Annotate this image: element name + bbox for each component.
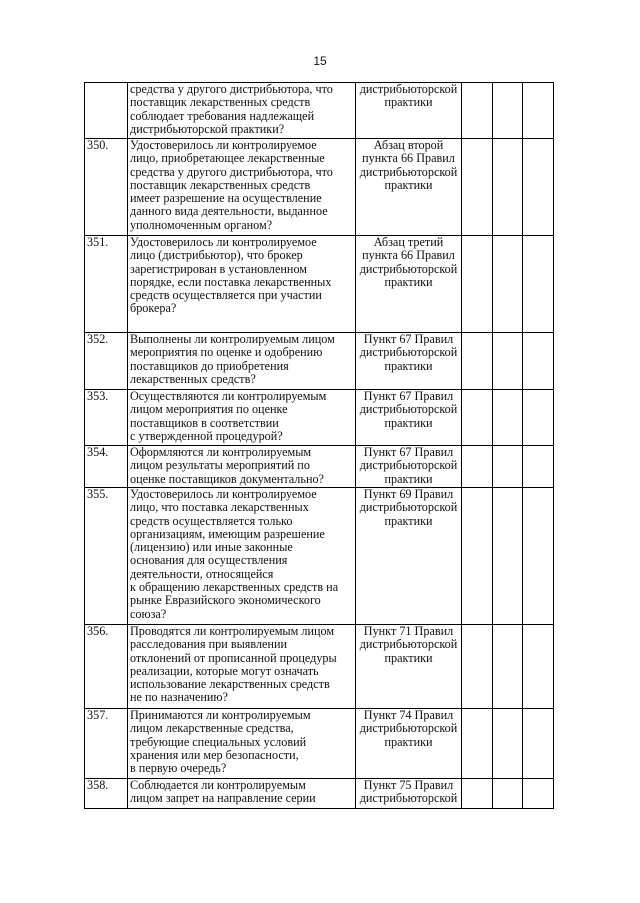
- answer-cell-2: [493, 709, 523, 779]
- reference-text: Пункт 69 Правил дистрибьюторской практики: [356, 488, 462, 625]
- item-number: 353.: [85, 390, 128, 446]
- answer-cell-3: [523, 236, 554, 333]
- answer-cell-2: [493, 625, 523, 709]
- question-text: средства у другого дистрибьютора, что поставщик лекарственных средств соблюдает требования надлежащей дистрибьюторской практики?: [128, 83, 356, 139]
- answer-cell-2: [493, 390, 523, 446]
- answer-cell-1: [462, 333, 493, 390]
- question-text: Удостоверилось ли контролируемое лицо, что поставка лекарственных средств осуществляется только организациям, имеющим разрешение (лицензию) или иные законные основания для осуществления деятельности, относящейся к обращению лекарственных средств на рынке Евразийского экономического союза?: [128, 488, 356, 625]
- page-number: 15: [313, 54, 327, 68]
- table-row: [85, 446, 554, 488]
- answer-cell-2: [493, 139, 523, 236]
- question-text: Удостоверилось ли контролируемое лицо (дистрибьютор), что брокер зарегистрирован в установленном порядке, если поставка лекарственных средств осуществляется при участии брокера?: [128, 236, 356, 333]
- reference-text: Абзац третий пункта 66 Правил дистрибьюторской практики: [356, 236, 462, 333]
- answer-cell-1: [462, 139, 493, 236]
- answer-cell-3: [523, 139, 554, 236]
- reference-text: Пункт 67 Правил дистрибьюторской практики: [356, 390, 462, 446]
- question-text: Выполнены ли контролируемым лицом мероприятия по оценке и одобрению поставщиков до приобретения лекарственных средств?: [128, 333, 356, 390]
- answer-cell-3: [523, 779, 554, 809]
- table-row: [85, 139, 554, 236]
- answer-cell-1: [462, 236, 493, 333]
- item-number: 358.: [85, 779, 128, 809]
- answer-cell-3: [523, 625, 554, 709]
- answer-cell-1: [462, 625, 493, 709]
- answer-cell-2: [493, 83, 523, 139]
- checklist-body: [85, 83, 554, 809]
- item-number: 355.: [85, 488, 128, 625]
- question-text: Осуществляются ли контролируемым лицом мероприятия по оценке поставщиков в соответствии с утвержденной процедурой?: [128, 390, 356, 446]
- answer-cell-1: [462, 446, 493, 488]
- answer-cell-2: [493, 488, 523, 625]
- answer-cell-1: [462, 83, 493, 139]
- reference-text: Пункт 67 Правил дистрибьюторской практики: [356, 446, 462, 488]
- checklist-table: [84, 82, 554, 809]
- answer-cell-2: [493, 333, 523, 390]
- question-text: Оформляются ли контролируемым лицом результаты мероприятий по оценке поставщиков документально?: [128, 446, 356, 488]
- table-row: [85, 390, 554, 446]
- answer-cell-3: [523, 709, 554, 779]
- item-number: [85, 83, 128, 139]
- answer-cell-1: [462, 390, 493, 446]
- reference-text: Пункт 74 Правил дистрибьюторской практики: [356, 709, 462, 779]
- table-row: [85, 625, 554, 709]
- answer-cell-3: [523, 333, 554, 390]
- item-number: 357.: [85, 709, 128, 779]
- table-row: [85, 333, 554, 390]
- table-row: [85, 236, 554, 333]
- reference-text: Абзац второй пункта 66 Правил дистрибьюторской практики: [356, 139, 462, 236]
- item-number: 351.: [85, 236, 128, 333]
- item-number: 352.: [85, 333, 128, 390]
- answer-cell-3: [523, 83, 554, 139]
- reference-text: Пункт 71 Правил дистрибьюторской практики: [356, 625, 462, 709]
- question-text: Соблюдается ли контролируемым лицом запрет на направление серии: [128, 779, 356, 809]
- table-row: [85, 709, 554, 779]
- answer-cell-1: [462, 709, 493, 779]
- table-row: [85, 83, 554, 139]
- answer-cell-3: [523, 446, 554, 488]
- table-row: [85, 488, 554, 625]
- question-text: Проводятся ли контролируемым лицом расследования при выявлении отклонений от прописанной процедуры реализации, которые могут означать использование лекарственных средств не по назначению?: [128, 625, 356, 709]
- table-row: [85, 779, 554, 809]
- reference-text: Пункт 75 Правил дистрибьюторской: [356, 779, 462, 809]
- answer-cell-2: [493, 446, 523, 488]
- question-text: Принимаются ли контролируемым лицом лекарственные средства, требующие специальных условий хранения или мер безопасности, в первую очередь?: [128, 709, 356, 779]
- answer-cell-1: [462, 488, 493, 625]
- reference-text: Пункт 67 Правил дистрибьюторской практики: [356, 333, 462, 390]
- answer-cell-3: [523, 488, 554, 625]
- item-number: 354.: [85, 446, 128, 488]
- reference-text: дистрибьюторской практики: [356, 83, 462, 139]
- answer-cell-1: [462, 779, 493, 809]
- question-text: Удостоверилось ли контролируемое лицо, приобретающее лекарственные средства у другого дистрибьютора, что поставщик лекарственных средств имеет разрешение на осуществление данного вида деятельности, выданное уполномоченным органом?: [128, 139, 356, 236]
- answer-cell-3: [523, 390, 554, 446]
- answer-cell-2: [493, 236, 523, 333]
- item-number: 356.: [85, 625, 128, 709]
- item-number: 350.: [85, 139, 128, 236]
- answer-cell-2: [493, 779, 523, 809]
